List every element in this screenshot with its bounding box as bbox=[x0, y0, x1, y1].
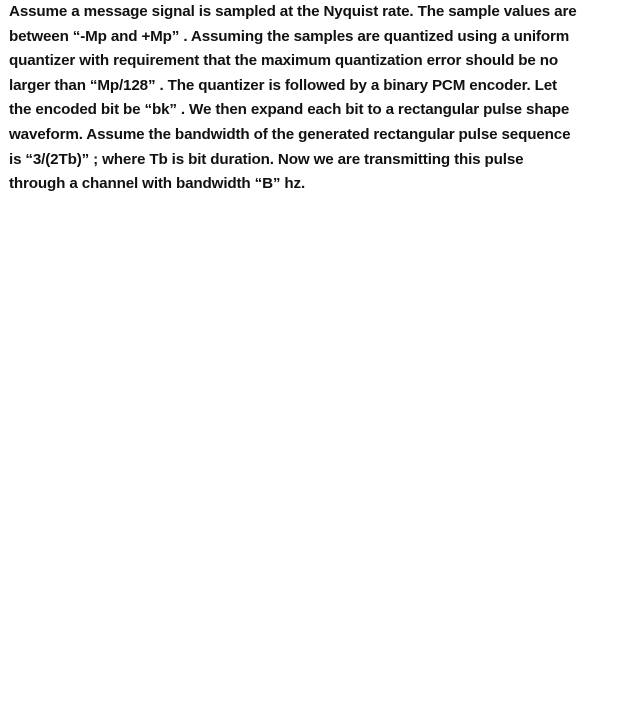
text-line-3: quantizer with requirement that the maximum quantization error should be no bbox=[9, 52, 559, 70]
text-line-6: waveform. Assume the bandwidth of the generated rectangular pulse sequence bbox=[9, 125, 571, 143]
text-line-4: larger than “Mp/128” . The quantizer is followed by a binary PCM encoder. Let bbox=[9, 76, 557, 94]
text-line-8: through a channel with bandwidth “B” hz. bbox=[9, 175, 306, 193]
problem-statement bbox=[9, 0, 635, 197]
text-line-2: between “-Mp and +Mp” . Assuming the samples are quantized using a uniform bbox=[9, 27, 570, 45]
text-line-7: is “3/(2Tb)” ; where Tb is bit duration. Now we are transmitting this pulse bbox=[9, 150, 524, 168]
text-line-5: the encoded bit be “bk” . We then expand each bit to a rectangular pulse shape bbox=[9, 101, 570, 119]
text-line-1: Assume a message signal is sampled at the Nyquist rate. The sample values are bbox=[9, 3, 577, 20]
